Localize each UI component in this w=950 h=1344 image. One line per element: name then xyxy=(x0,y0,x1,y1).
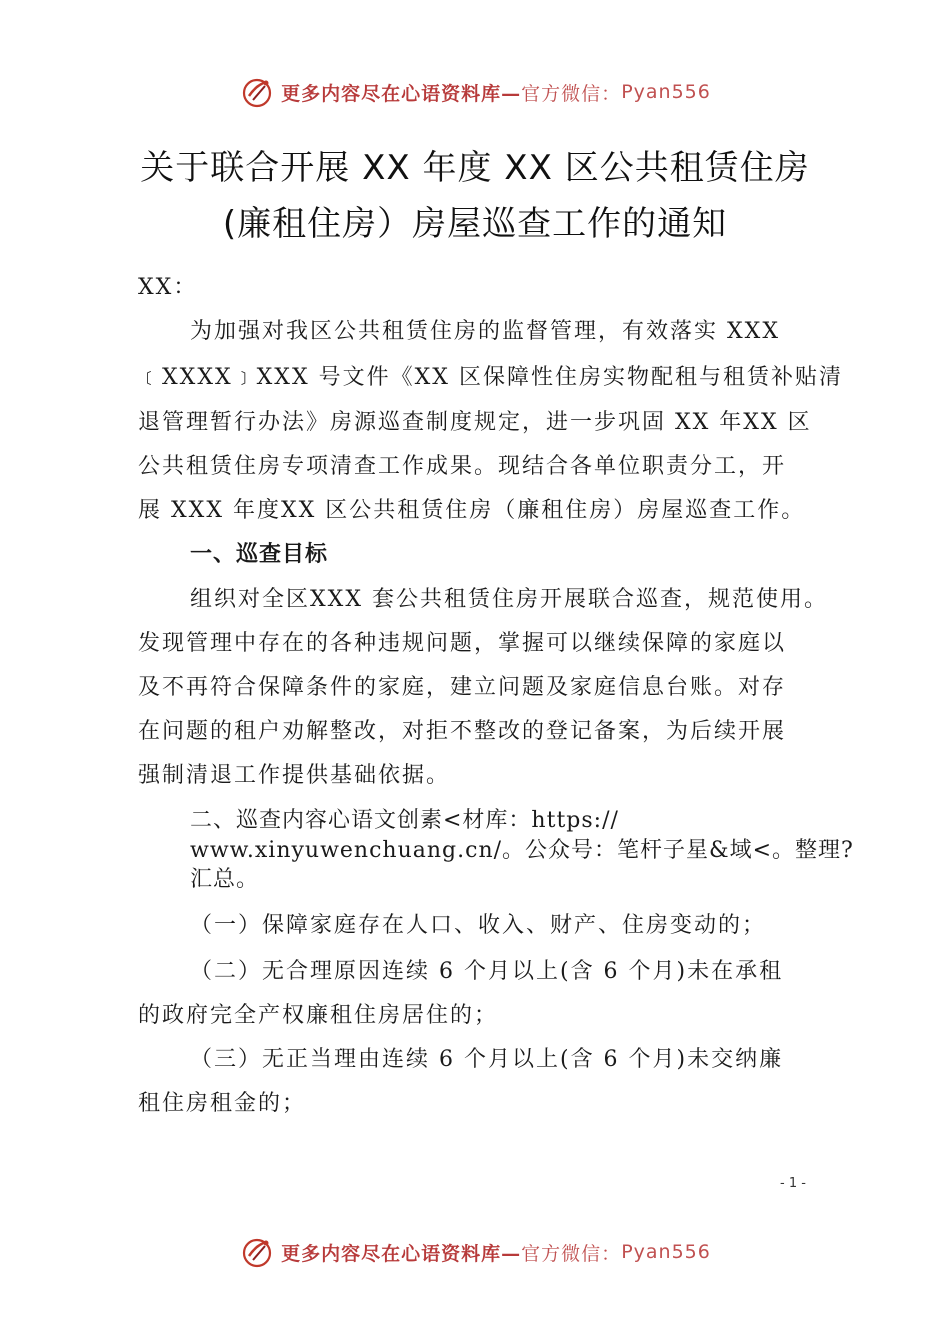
watermark-text: 更多内容尽在心语资料库— xyxy=(281,1242,522,1265)
document-title-line2: (廉租住房）房屋巡查工作的通知 xyxy=(222,204,728,244)
section-heading-1: 一、巡查目标 xyxy=(190,542,329,567)
document-title-line1: 关于联合开展 XX 年度 XX 区公共租赁住房 xyxy=(140,148,810,188)
watermark-wechat-label: 官方微信： xyxy=(521,82,622,105)
list-item-3-cont: 租住房租金的； xyxy=(138,1091,307,1116)
page-number: - 1 - xyxy=(780,1176,806,1191)
list-item-2-cont: 的政府完全产权廉租住房居住的； xyxy=(138,1003,499,1028)
para2-line: 及不再符合保障条件的家庭，建立问题及家庭信息台账。对存 xyxy=(138,675,787,700)
para2-line: 发现管理中存在的各种违规问题，掌握可以继续保障的家庭以 xyxy=(138,631,787,656)
section-heading-2-cont: www.xinyuwenchuang.cn/。公众号：笔杆子星&域<。整理? xyxy=(190,838,854,863)
watermark-text: 更多内容尽在心语资料库— xyxy=(281,82,522,105)
para1-line: 为加强对我区公共租赁住房的监督管理，有效落实 XXX xyxy=(190,319,780,344)
watermark-footer xyxy=(0,1232,950,1272)
para1-line: 展 XXX 年度XX 区公共租赁住房（廉租住房）房屋巡查工作。 xyxy=(138,498,806,523)
para1-line: 公共租赁住房专项清查工作成果。现结合各单位职责分工，开 xyxy=(138,454,787,479)
section-heading-2: 二、巡查内容心语文创素<材库：https:// xyxy=(190,808,619,833)
watermark-header xyxy=(0,72,950,112)
para2-line: 在问题的租户劝解整改，对拒不整改的登记备案，为后续开展 xyxy=(138,719,787,744)
watermark-logo-icon xyxy=(239,1234,275,1270)
section-heading-2-cont: 汇总。 xyxy=(190,867,260,892)
para1-line: ﹝XXXX﹞XXX 号文件《XX 区保障性住房实物配租与租赁补贴清 xyxy=(138,365,843,390)
watermark-wechat-id: Pyan556 xyxy=(621,1241,711,1263)
salutation: XX： xyxy=(138,275,198,300)
list-item-3: （三）无正当理由连续 6 个月以上(含 6 个月)未交纳廉 xyxy=(190,1047,784,1072)
para2-line: 组织对全区XXX 套公共租赁住房开展联合巡查，规范使用。 xyxy=(190,587,828,612)
list-item-2: （二）无合理原因连续 6 个月以上(含 6 个月)未在承租 xyxy=(190,959,784,984)
watermark-wechat-id: Pyan556 xyxy=(621,81,711,103)
para2-line: 强制清退工作提供基础依据。 xyxy=(138,763,451,788)
para1-line: 退管理暂行办法》房源巡查制度规定，进一步巩固 XX 年XX 区 xyxy=(138,410,812,435)
watermark-logo-icon xyxy=(239,74,275,110)
list-item-1: （一）保障家庭存在人口、收入、财产、住房变动的； xyxy=(190,913,767,938)
watermark-wechat-label: 官方微信： xyxy=(521,1242,622,1265)
